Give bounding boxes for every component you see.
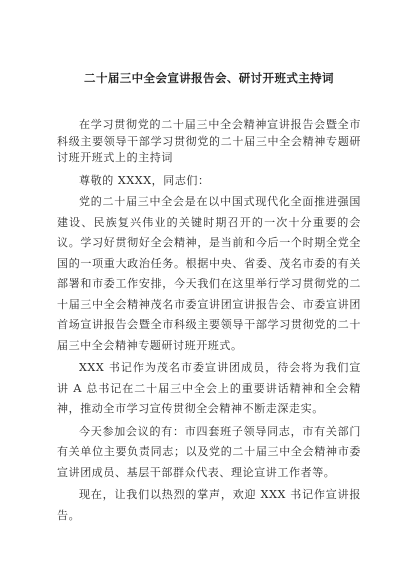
body-paragraph-2: XXX 书记作为茂名市委宣讲团成员，待会将为我们宣讲 A 总书记在二十届三中全会上的重要讲话精神和全会精神，推动全市学习宣传贯彻全会精神不断走深走实。 (57, 361, 361, 415)
intro-paragraph: 在学习贯彻党的二十届三中全会精神宣讲报告会暨全市科级主要领导干部学习贯彻党的二十届三中全会精神专题研讨班开班式上的主持词 (57, 118, 361, 164)
greeting: 尊敬的 XXXX，同志们： (79, 173, 210, 187)
document-title: 二十届三中全会宣讲报告会、研讨开班式主持词 (84, 71, 334, 85)
body-paragraph-4: 现在，让我们以热烈的掌声，欢迎 XXX 书记作宣讲报告。 (57, 488, 361, 522)
body-paragraph-3: 今天参加会议的有：市四套班子领导同志，市有关部门有关单位主要负责同志；以及党的二十届三中全会精神市委宣讲团成员、基层干部群众代表、理论宣讲工作者等。 (57, 424, 361, 479)
body-paragraph-1: 党的二十届三中全会是在以中国式现代化全面推进强国建设、民族复兴伟业的关键时期召开的一次十分重要的会议。学习好贯彻好全会精神，是当前和今后一个时期全党全国的一项重大政治任务。根据中央、省委、茂名市委的有关部署和市委工作安排，今天我们在这里举行学习贯彻党的二十届三中全会精神茂名市委宣讲团宣讲报告会、市委宣讲团首场宣讲报告会暨全市科级主要领导干部学习贯彻党的二十届三中全会精神专题研讨班开班式。 (57, 195, 361, 352)
